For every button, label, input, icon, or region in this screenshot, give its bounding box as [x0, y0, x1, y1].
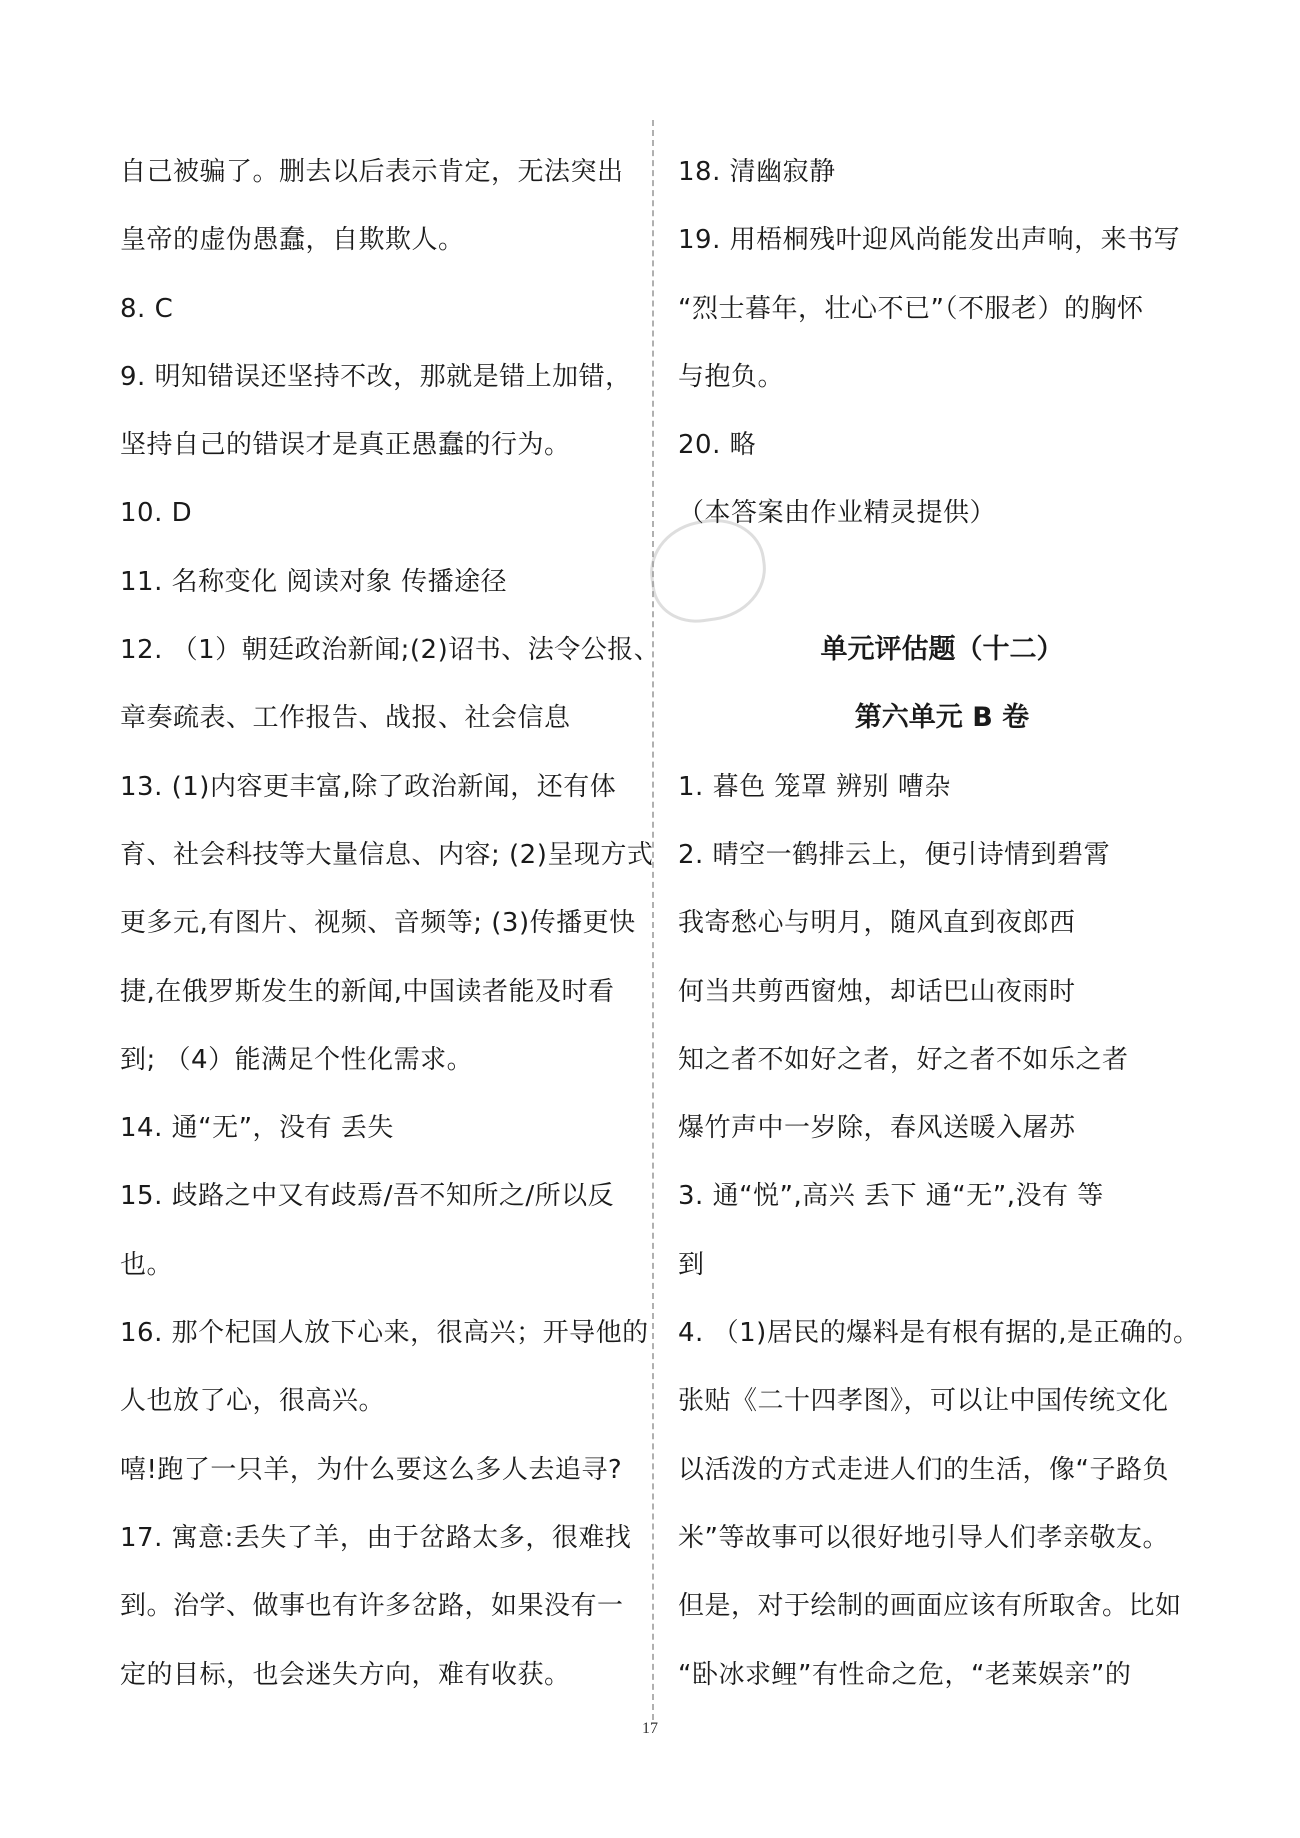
text-line: 3. 通“悦”,高兴 丢下 通“无”,没有 等 [678, 1181, 1104, 1212]
text-line: 自己被骗了。删去以后表示肯定，无法突出 [120, 157, 624, 187]
text-line: 1. 暮色 笼罩 辨别 嘈杂 [678, 771, 951, 802]
text-line: 17. 寓意:丢失了羊，由于岔路太多，很难找 [120, 1522, 632, 1553]
text-line: 8. C [120, 293, 174, 324]
text-line: 坚持自己的错误才是真正愚蠢的行为。 [120, 430, 571, 461]
text-line: 育、社会科技等大量信息、内容; (2)呈现方式 [120, 839, 654, 870]
text-line: 嘻!跑了一只羊，为什么要这么多人去追寻? [120, 1454, 623, 1485]
text-line: 14. 通“无”，没有 丢失 [120, 1113, 394, 1144]
text-line: 18. 清幽寂静 [678, 157, 836, 187]
text-line: 但是，对于绘制的画面应该有所取舍。比如 [678, 1591, 1182, 1622]
text-line: 19. 用梧桐残叶迎风尚能发出声响，来书写 [678, 225, 1181, 256]
text-line: 何当共剪西窗烛，却话巴山夜雨时 [678, 976, 1076, 1007]
credit-note: （本答案由作业精灵提供） [678, 498, 997, 529]
text-line: “烈士暮年，壮心不已”（不服老）的胸怀 [678, 293, 1144, 324]
text-line: 也。 [120, 1249, 174, 1280]
text-line: 到 [678, 1249, 705, 1280]
section-heading: 单元评估题（十二） [820, 634, 1064, 666]
text-line: 米”等故事可以很好地引导人们孝亲敬友。 [678, 1522, 1169, 1553]
text-line: 10. D [120, 498, 193, 529]
text-line: 2. 晴空一鹤排云上，便引诗情到碧霄 [678, 839, 1111, 870]
text-line: 皇帝的虚伪愚蠢，自欺欺人。 [120, 225, 465, 256]
text-line: 4. （1)居民的爆料是有根有据的,是正确的。 [678, 1318, 1200, 1349]
text-line: 章奏疏表、工作报告、战报、社会信息 [120, 703, 571, 734]
text-line: 12. （1）朝廷政治新闻;(2)诏书、法令公报、 [120, 635, 661, 666]
text-line: 16. 那个杞国人放下心来，很高兴；开导他的 [120, 1318, 649, 1349]
text-line: 张贴《二十四孝图》，可以让中国传统文化 [678, 1386, 1169, 1417]
column-divider [652, 120, 654, 1720]
text-line: 爆竹声中一岁除，春风送暖入屠苏 [678, 1113, 1076, 1144]
text-line: 到。治学、做事也有许多岔路，如果没有一 [120, 1591, 624, 1622]
text-line: “卧冰求鲤”有性命之危，“老莱娱亲”的 [678, 1659, 1132, 1690]
text-line: 知之者不如好之者，好之者不如乐之者 [678, 1044, 1129, 1075]
text-line: 到; （4）能满足个性化需求。 [120, 1044, 474, 1075]
section-subheading: 第六单元 B 卷 [854, 702, 1030, 734]
blank-line [678, 548, 1206, 616]
text-line: 与抱负。 [678, 361, 785, 392]
text-line: 以活泼的方式走进人们的生活，像“子路负 [678, 1454, 1169, 1485]
text-line: 20. 略 [678, 430, 757, 461]
text-line: 更多元,有图片、视频、音频等; (3)传播更快 [120, 908, 636, 939]
text-line: 9. 明知错误还坚持不改，那就是错上加错， [120, 361, 632, 392]
text-line: 15. 歧路之中又有歧焉/吾不知所之/所以反 [120, 1181, 615, 1212]
page-number: 17 [642, 1720, 658, 1737]
text-line: 捷,在俄罗斯发生的新闻,中国读者能及时看 [120, 976, 615, 1007]
text-line: 人也放了心，很高兴。 [120, 1386, 386, 1417]
right-column [678, 138, 1206, 1709]
text-line: 我寄愁心与明月，随风直到夜郎西 [678, 908, 1076, 939]
text-line: 13. (1)内容更丰富,除了政治新闻，还有体 [120, 771, 617, 802]
text-line: 11. 名称变化 阅读对象 传播途径 [120, 566, 508, 597]
text-line: 定的目标，也会迷失方向，难有收获。 [120, 1659, 571, 1690]
left-column [120, 138, 661, 1709]
